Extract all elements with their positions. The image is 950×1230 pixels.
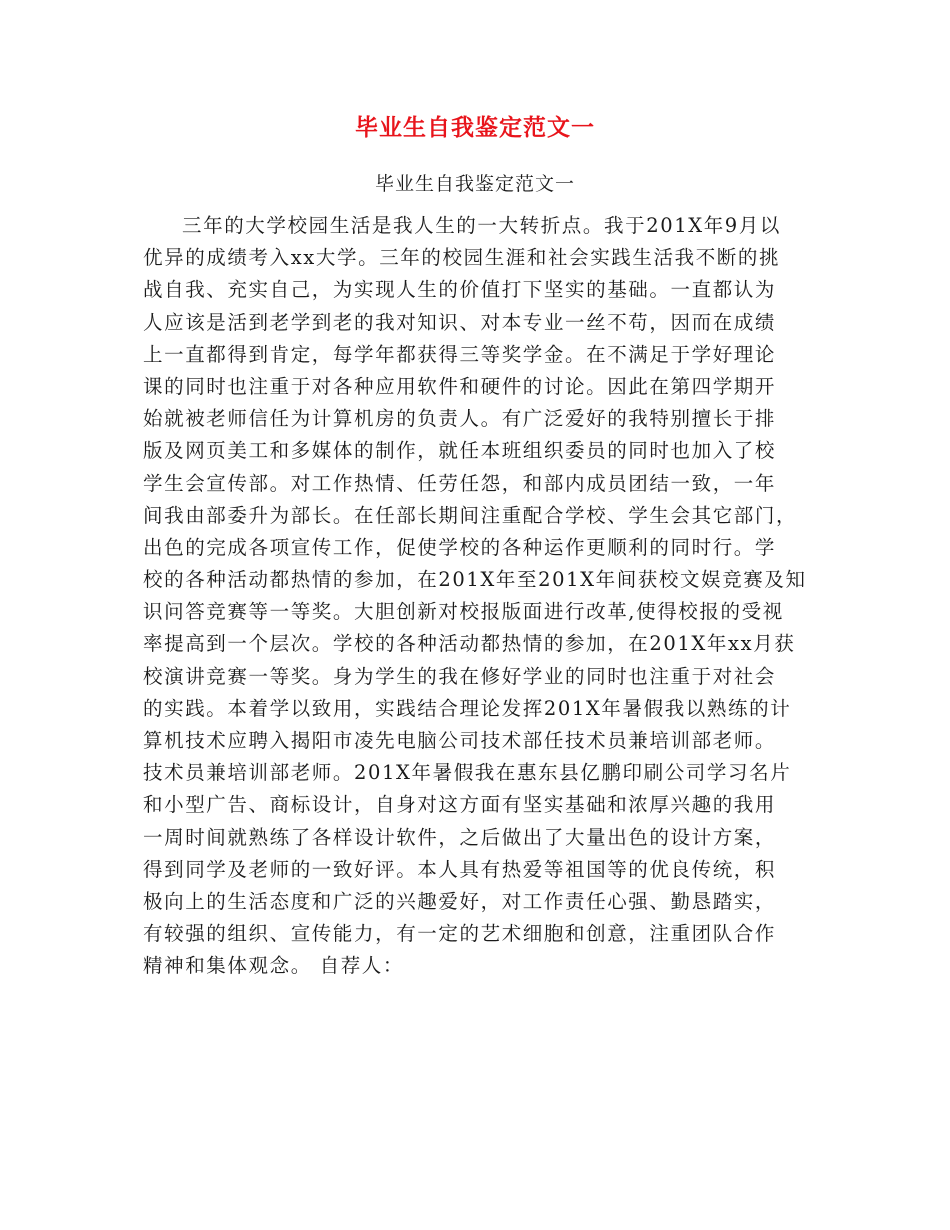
body-line: 一周时间就熟练了各样设计软件，之后做出了大量出色的设计方案，	[143, 825, 777, 849]
body-line: 极向上的生活态度和广泛的兴趣爱好，对工作责任心强、勤恳踏实，	[143, 889, 777, 913]
body-line: 和小型广告、商标设计，自身对这方面有坚实基础和浓厚兴趣的我用	[143, 793, 777, 817]
document-title: 毕业生自我鉴定范文一	[355, 115, 595, 141]
body-line: 精神和集体观念。 自荐人：	[143, 954, 404, 978]
body-line: 的实践。本着学以致用，实践结合理论发挥201X年暑假我以熟练的计	[143, 696, 792, 720]
body-line: 学生会宣传部。对工作热情、任劳任怨，和部内成员团结一致，一年	[143, 471, 777, 495]
body-line: 始就被老师信任为计算机房的负责人。有广泛爱好的我特别擅长于排	[143, 407, 777, 431]
body-line: 战自我、充实自己，为实现人生的价值打下坚实的基础。一直都认为	[143, 278, 777, 302]
body-line: 优异的成绩考入xx大学。三年的校园生涯和社会实践生活我不断的挑	[143, 246, 781, 270]
body-line: 得到同学及老师的一致好评。本人具有热爱等祖国等的优良传统，积	[143, 857, 777, 881]
body-line: 版及网页美工和多媒体的制作，就任本班组织委员的同时也加入了校	[143, 439, 777, 463]
document-subtitle: 毕业生自我鉴定范文一	[374, 173, 575, 195]
body-line: 课的同时也注重于对各种应用软件和硬件的讨论。因此在第四学期开	[143, 374, 777, 398]
body-line: 识问答竞赛等一等奖。大胆创新对校报版面进行改革,使得校报的受视	[143, 600, 784, 624]
body-line: 人应该是活到老学到老的我对知识、对本专业一丝不苟，因而在成绩	[143, 310, 777, 334]
body-line: 有较强的组织、宣传能力，有一定的艺术细胞和创意，注重团队合作	[143, 922, 777, 946]
body-line: 率提高到一个层次。学校的各种活动都热情的参加，在201X年xx月获	[143, 632, 796, 656]
body-line: 出色的完成各项宣传工作，促使学校的各种运作更顺利的同时行。学	[143, 535, 777, 559]
body-line: 算机技术应聘入揭阳市凌先电脑公司技术部任技术员兼培训部老师。	[143, 729, 777, 752]
body-line: 校演讲竞赛一等奖。身为学生的我在修好学业的同时也注重于对社会	[143, 664, 777, 688]
body-line: 间我由部委升为部长。在任部长期间注重配合学校、学生会其它部门，	[143, 503, 798, 527]
body-line: 校的各种活动都热情的参加，在201X年至201X年间获校文娱竞赛及知	[143, 568, 807, 592]
body-line: 技术员兼培训部老师。201X年暑假我在惠东县亿鹏印刷公司学习名片	[143, 761, 792, 785]
body-line: 三年的大学校园生活是我人生的一大转折点。我于201X年9月以	[182, 214, 782, 237]
body-line: 上一直都得到肯定，每学年都获得三等奖学金。在不满足于学好理论	[143, 342, 777, 366]
document-body	[143, 210, 813, 983]
